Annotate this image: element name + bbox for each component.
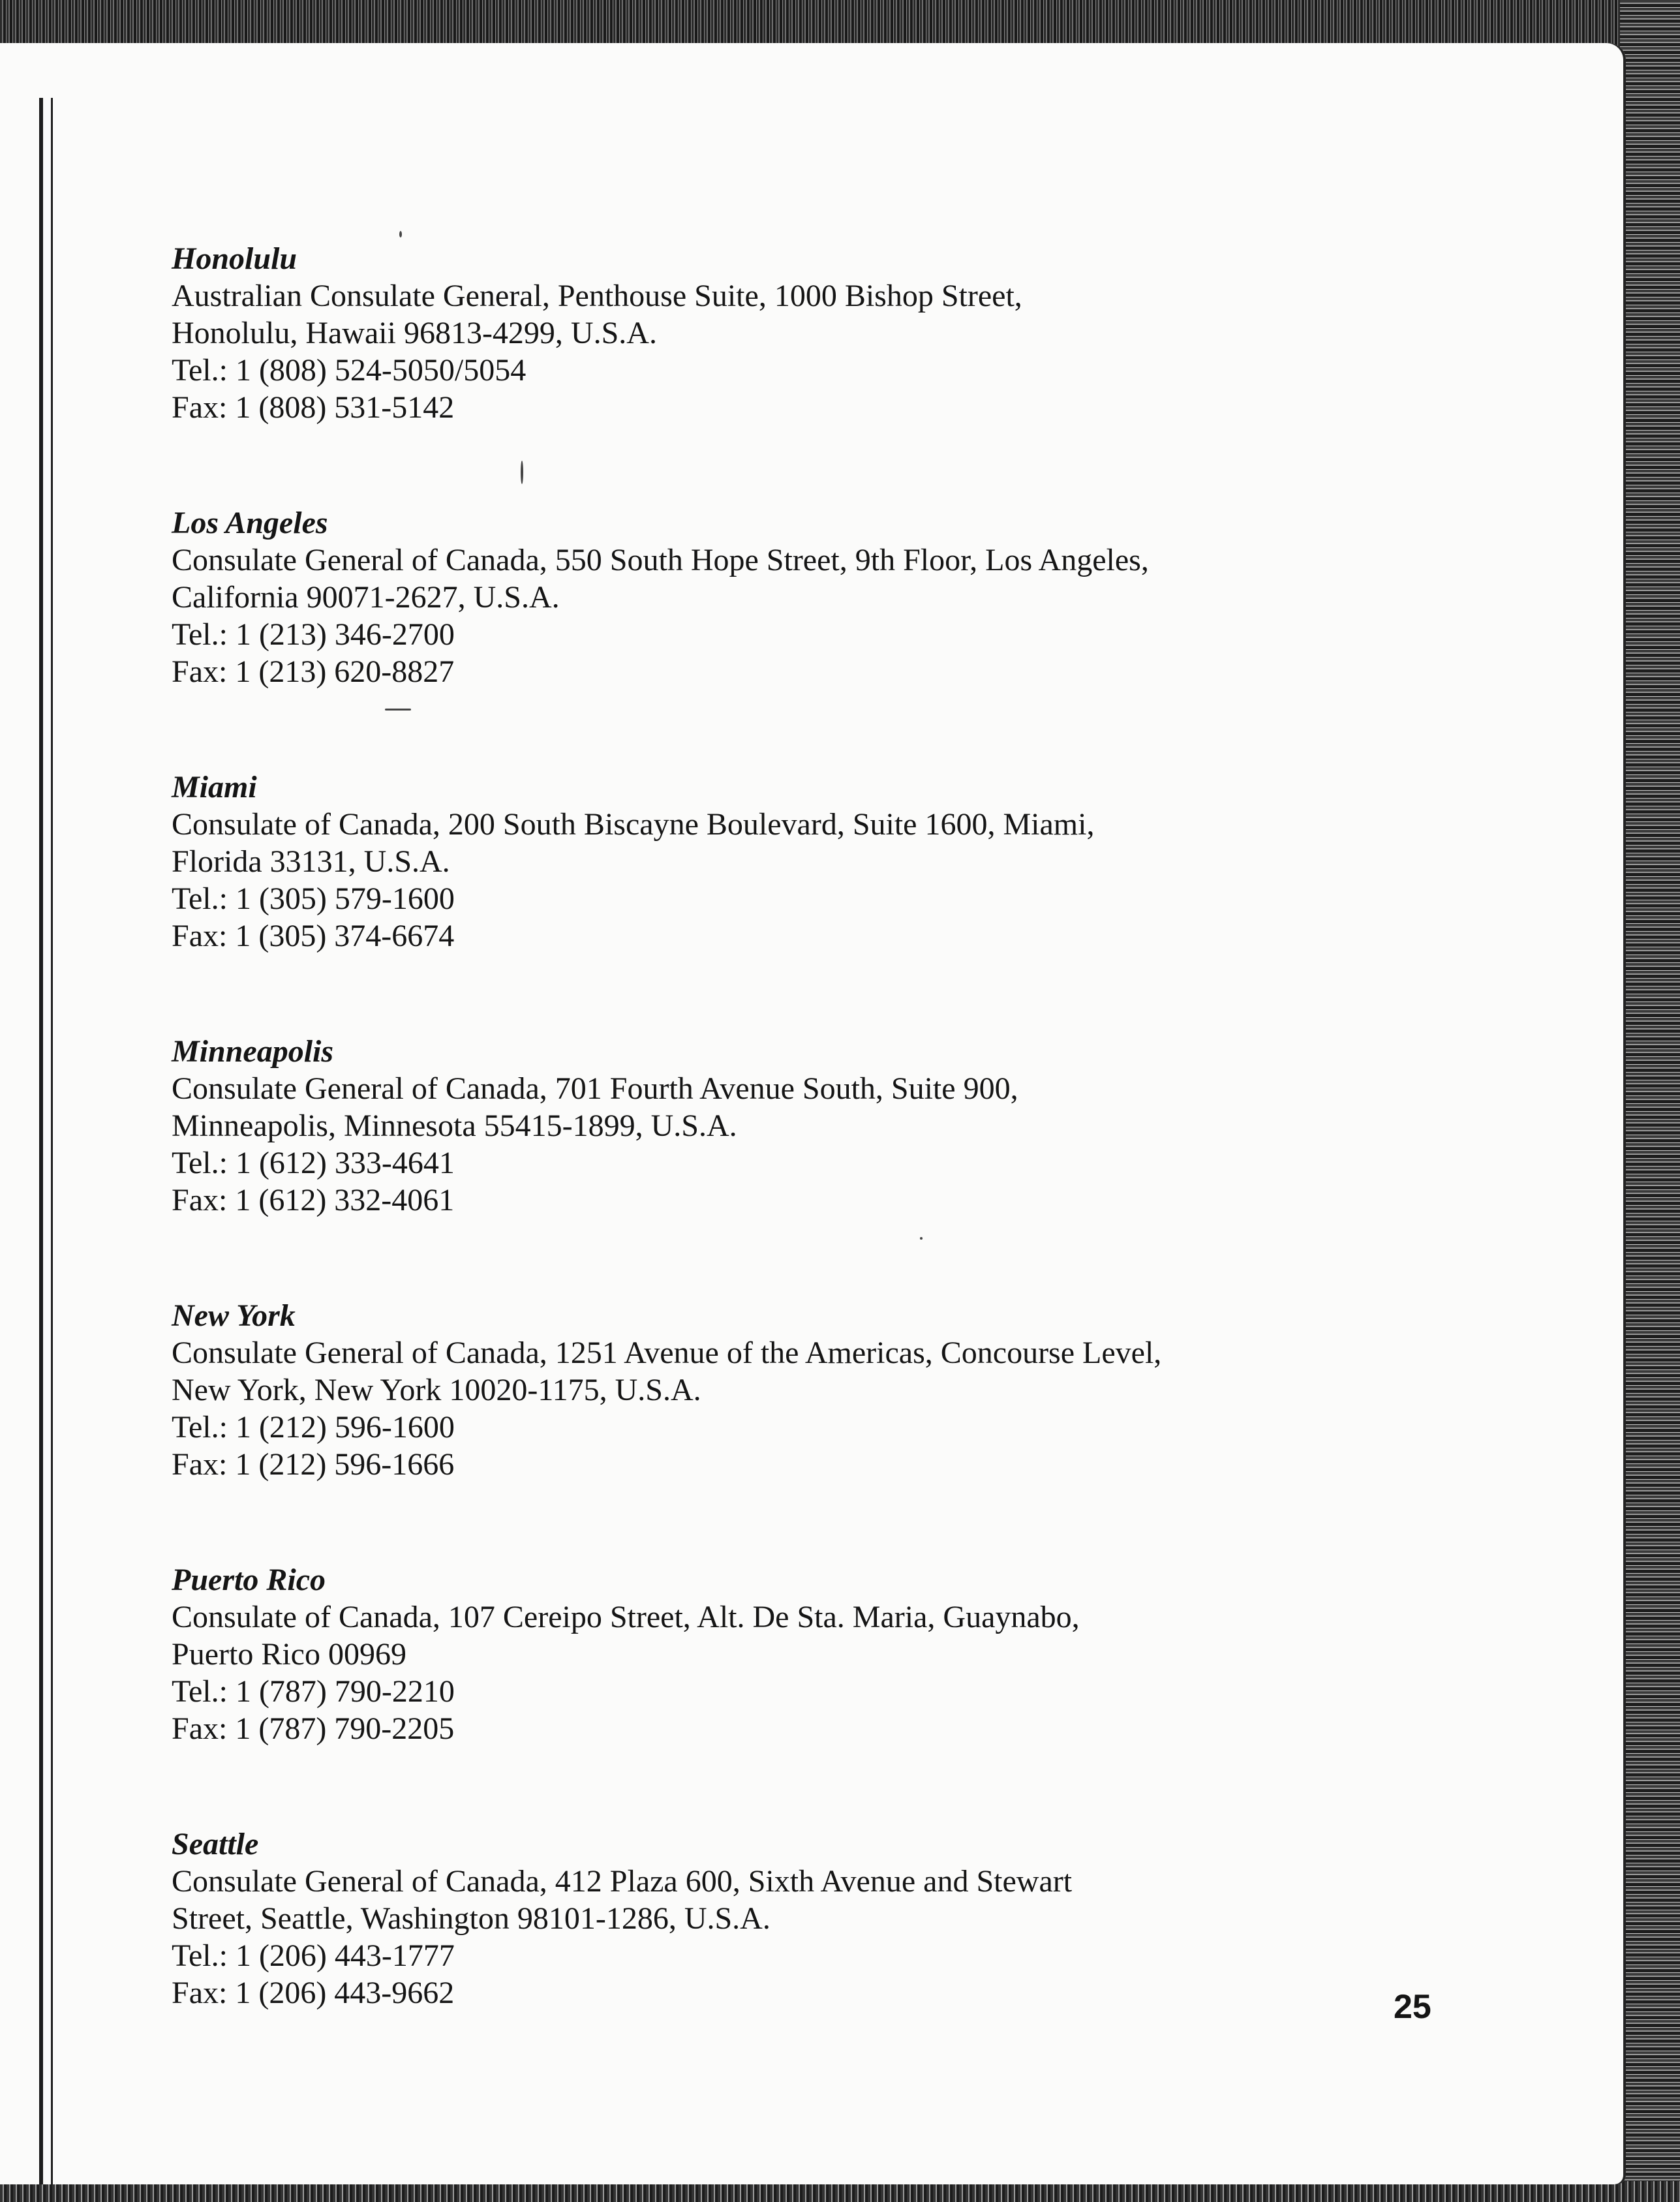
- city-heading: Honolulu: [172, 241, 298, 276]
- fax: Fax: 1 (305) 374-6674: [172, 919, 455, 953]
- telephone: Tel.: 1 (787) 790-2210: [172, 1674, 455, 1709]
- directory-entry-miami: [172, 769, 1476, 955]
- address-line: Honolulu, Hawaii 96813-4299, U.S.A.: [172, 316, 657, 350]
- address-line: Consulate General of Canada, 550 South Hope Street, 9th Floor, Los Angeles,: [172, 543, 1149, 577]
- page-number: 25: [1394, 1988, 1431, 2026]
- fax: Fax: 1 (612) 332-4061: [172, 1183, 455, 1217]
- address-line: Street, Seattle, Washington 98101-1286, U.S.A.: [172, 1901, 771, 1936]
- address-line: Consulate of Canada, 200 South Biscayne Boulevard, Suite 1600, Miami,: [172, 807, 1095, 842]
- telephone: Tel.: 1 (213) 346-2700: [172, 617, 455, 652]
- city-heading: Puerto Rico: [172, 1563, 326, 1597]
- fax: Fax: 1 (787) 790-2205: [172, 1711, 455, 1746]
- fax: Fax: 1 (808) 531-5142: [172, 390, 455, 425]
- directory-entry-puerto-rico: [172, 1561, 1476, 1747]
- binding-line: [51, 98, 53, 2184]
- telephone: Tel.: 1 (206) 443-1777: [172, 1938, 455, 1973]
- telephone: Tel.: 1 (612) 333-4641: [172, 1146, 455, 1180]
- fax: Fax: 1 (212) 596-1666: [172, 1447, 455, 1482]
- telephone: Tel.: 1 (305) 579-1600: [172, 881, 455, 916]
- directory-entry-honolulu: [172, 240, 1476, 426]
- document-page: [0, 43, 1626, 2184]
- address-line: Consulate General of Canada, 412 Plaza 600, Sixth Avenue and Stewart: [172, 1864, 1073, 1899]
- address-line: California 90071-2627, U.S.A.: [172, 580, 560, 615]
- telephone: Tel.: 1 (808) 524-5050/5054: [172, 353, 527, 388]
- address-line: Australian Consulate General, Penthouse Suite, 1000 Bishop Street,: [172, 279, 1022, 313]
- city-heading: Los Angeles: [172, 506, 328, 540]
- city-heading: Miami: [172, 770, 257, 804]
- city-heading: Minneapolis: [172, 1034, 334, 1069]
- address-line: Consulate General of Canada, 701 Fourth Avenue South, Suite 900,: [172, 1071, 1018, 1106]
- directory-entry-seattle: [172, 1826, 1476, 2011]
- address-line: Consulate of Canada, 107 Cereipo Street, Alt. De Sta. Maria, Guaynabo,: [172, 1600, 1080, 1634]
- scan-border-right: [1620, 0, 1680, 2202]
- fax: Fax: 1 (213) 620-8827: [172, 654, 455, 689]
- address-line: Florida 33131, U.S.A.: [172, 844, 450, 879]
- directory-entry-minneapolis: [172, 1033, 1476, 1219]
- directory-entry-new-york: [172, 1297, 1476, 1483]
- address-line: Puerto Rico 00969: [172, 1637, 406, 1672]
- telephone: Tel.: 1 (212) 596-1600: [172, 1410, 455, 1445]
- city-heading: Seattle: [172, 1827, 259, 1861]
- scan-speck: [399, 231, 402, 237]
- consulate-directory: [172, 240, 1476, 2090]
- directory-entry-los-angeles: [172, 504, 1476, 690]
- address-line: Minneapolis, Minnesota 55415-1899, U.S.A.: [172, 1109, 737, 1143]
- binding-line: [39, 98, 43, 2184]
- address-line: Consulate General of Canada, 1251 Avenue of the Americas, Concourse Level,: [172, 1336, 1162, 1370]
- fax: Fax: 1 (206) 443-9662: [172, 1976, 455, 2010]
- address-line: New York, New York 10020-1175, U.S.A.: [172, 1373, 701, 1407]
- city-heading: New York: [172, 1298, 296, 1333]
